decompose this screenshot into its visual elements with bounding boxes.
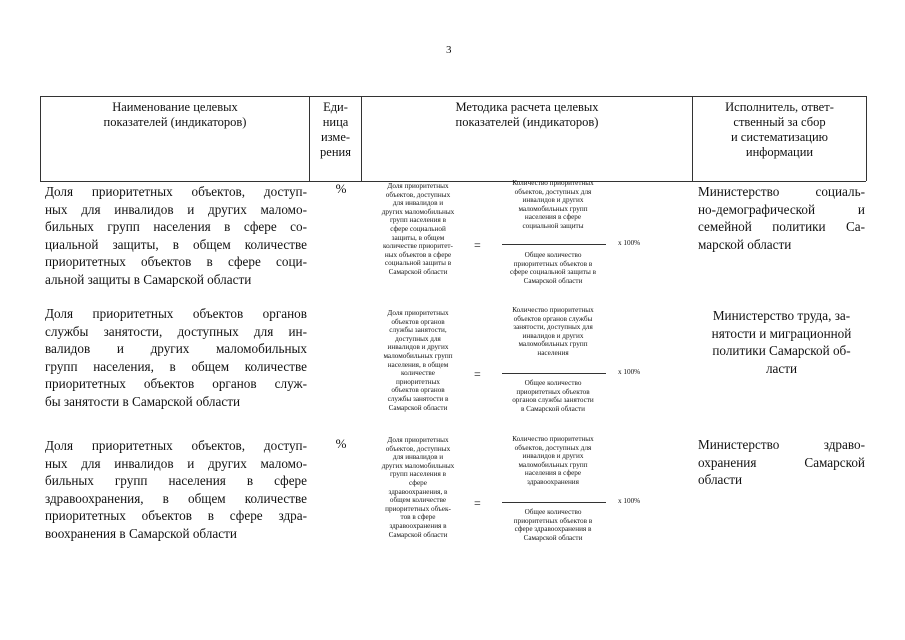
row-2-multiplier: x 100% <box>618 368 641 376</box>
row-1-indicator-name: Доля приоритетных объектов, доступ- ных для инвалидов и других маломо- бильных групп населения в сфере со- циальной защиты, в общем количестве приоритетных объектов в сфере соци- альной защиты в Самарской области <box>45 184 307 287</box>
header-unit: Еди- ница изме- рения <box>320 100 351 159</box>
header-executor: Исполнитель, ответ- ственный за сбор и систематизацию информации <box>725 100 834 159</box>
row-3-formula-label: Доля приоритетных объектов, доступных для инвалидов и других маломобильных групп населения в сфере здравоохранения, в общем количестве приоритетных объек- тов в сфере здравоохранения в Самарской области <box>381 436 455 539</box>
row-3-denominator: Общее количество приоритетных объектов в сфере здравоохранения в Самарской области <box>513 508 593 542</box>
row-2-fraction-bar <box>502 373 606 374</box>
table-top-border <box>40 96 866 97</box>
row-3-executor: Министерство здраво- охранения Самарской области <box>698 437 865 488</box>
row-1-numerator: Количество приоритетных объектов, доступных для инвалидов и других маломобильных групп населения в сфере социальной защиты <box>512 179 594 230</box>
row-1-formula-label: Доля приоритетных объектов, доступных для инвалидов и других маломобильных групп населения в сфере социальной защиты, в общем количестве приоритет- ных объектов в сфере социальной защиты в Самарской области <box>381 182 455 276</box>
table-border-right <box>866 96 867 181</box>
row-2-executor: Министерство труда, за- нятости и миграционной политики Самарской об- ласти <box>711 308 852 376</box>
row-1-fraction-bar <box>502 244 606 245</box>
row-1-unit: % <box>335 181 347 196</box>
row-1-multiplier: x 100% <box>618 239 641 247</box>
row-3-fraction-bar <box>502 502 606 503</box>
row-1-equals-sign: = <box>474 238 481 252</box>
page-number: 3 <box>446 44 452 56</box>
row-2-indicator-name: Доля приоритетных объектов органов службы занятости, доступных для ин- валидов и других маломобильных групп населения, в общем количестве приоритетных объектов органов служ- бы занятости в Самарской области <box>45 306 307 409</box>
row-2-equals-sign: = <box>474 367 481 381</box>
row-1-denominator: Общее количество приоритетных объектов в сфере социальной защиты в Самарской области <box>510 251 596 285</box>
row-2-numerator: Количество приоритетных объектов органов службы занятости, доступных для инвалидов и других маломобильных групп населения <box>512 306 594 357</box>
row-3-unit: % <box>335 436 347 451</box>
row-1-executor: Министерство социаль- но-демографической и семейной политики Са- марской области <box>698 184 865 252</box>
row-3-numerator: Количество приоритетных объектов, доступных для инвалидов и других маломобильных групп населения в сфере здравоохранения <box>512 435 594 486</box>
row-2-formula-label: Доля приоритетных объектов органов службы занятости, доступных для инвалидов и других маломобильных групп населения, в общем количестве приоритетных объектов органов службы занятости в Самарской области <box>383 309 453 412</box>
row-3-indicator-name: Доля приоритетных объектов, доступ- ных для инвалидов и других маломо- бильных групп населения в сфере здравоохранения, в общем количестве приоритетных объектов в сфере здра- воохранения в Самарской области <box>45 438 307 541</box>
header-method: Методика расчета целевых показателей (индикаторов) <box>455 100 599 129</box>
row-2-denominator: Общее количество приоритетных объектов органов службы занятости в Самарской области <box>512 379 594 413</box>
row-3-multiplier: x 100% <box>618 497 641 505</box>
header-name: Наименование целевых показателей (индикаторов) <box>103 100 247 129</box>
row-3-equals-sign: = <box>474 496 481 510</box>
